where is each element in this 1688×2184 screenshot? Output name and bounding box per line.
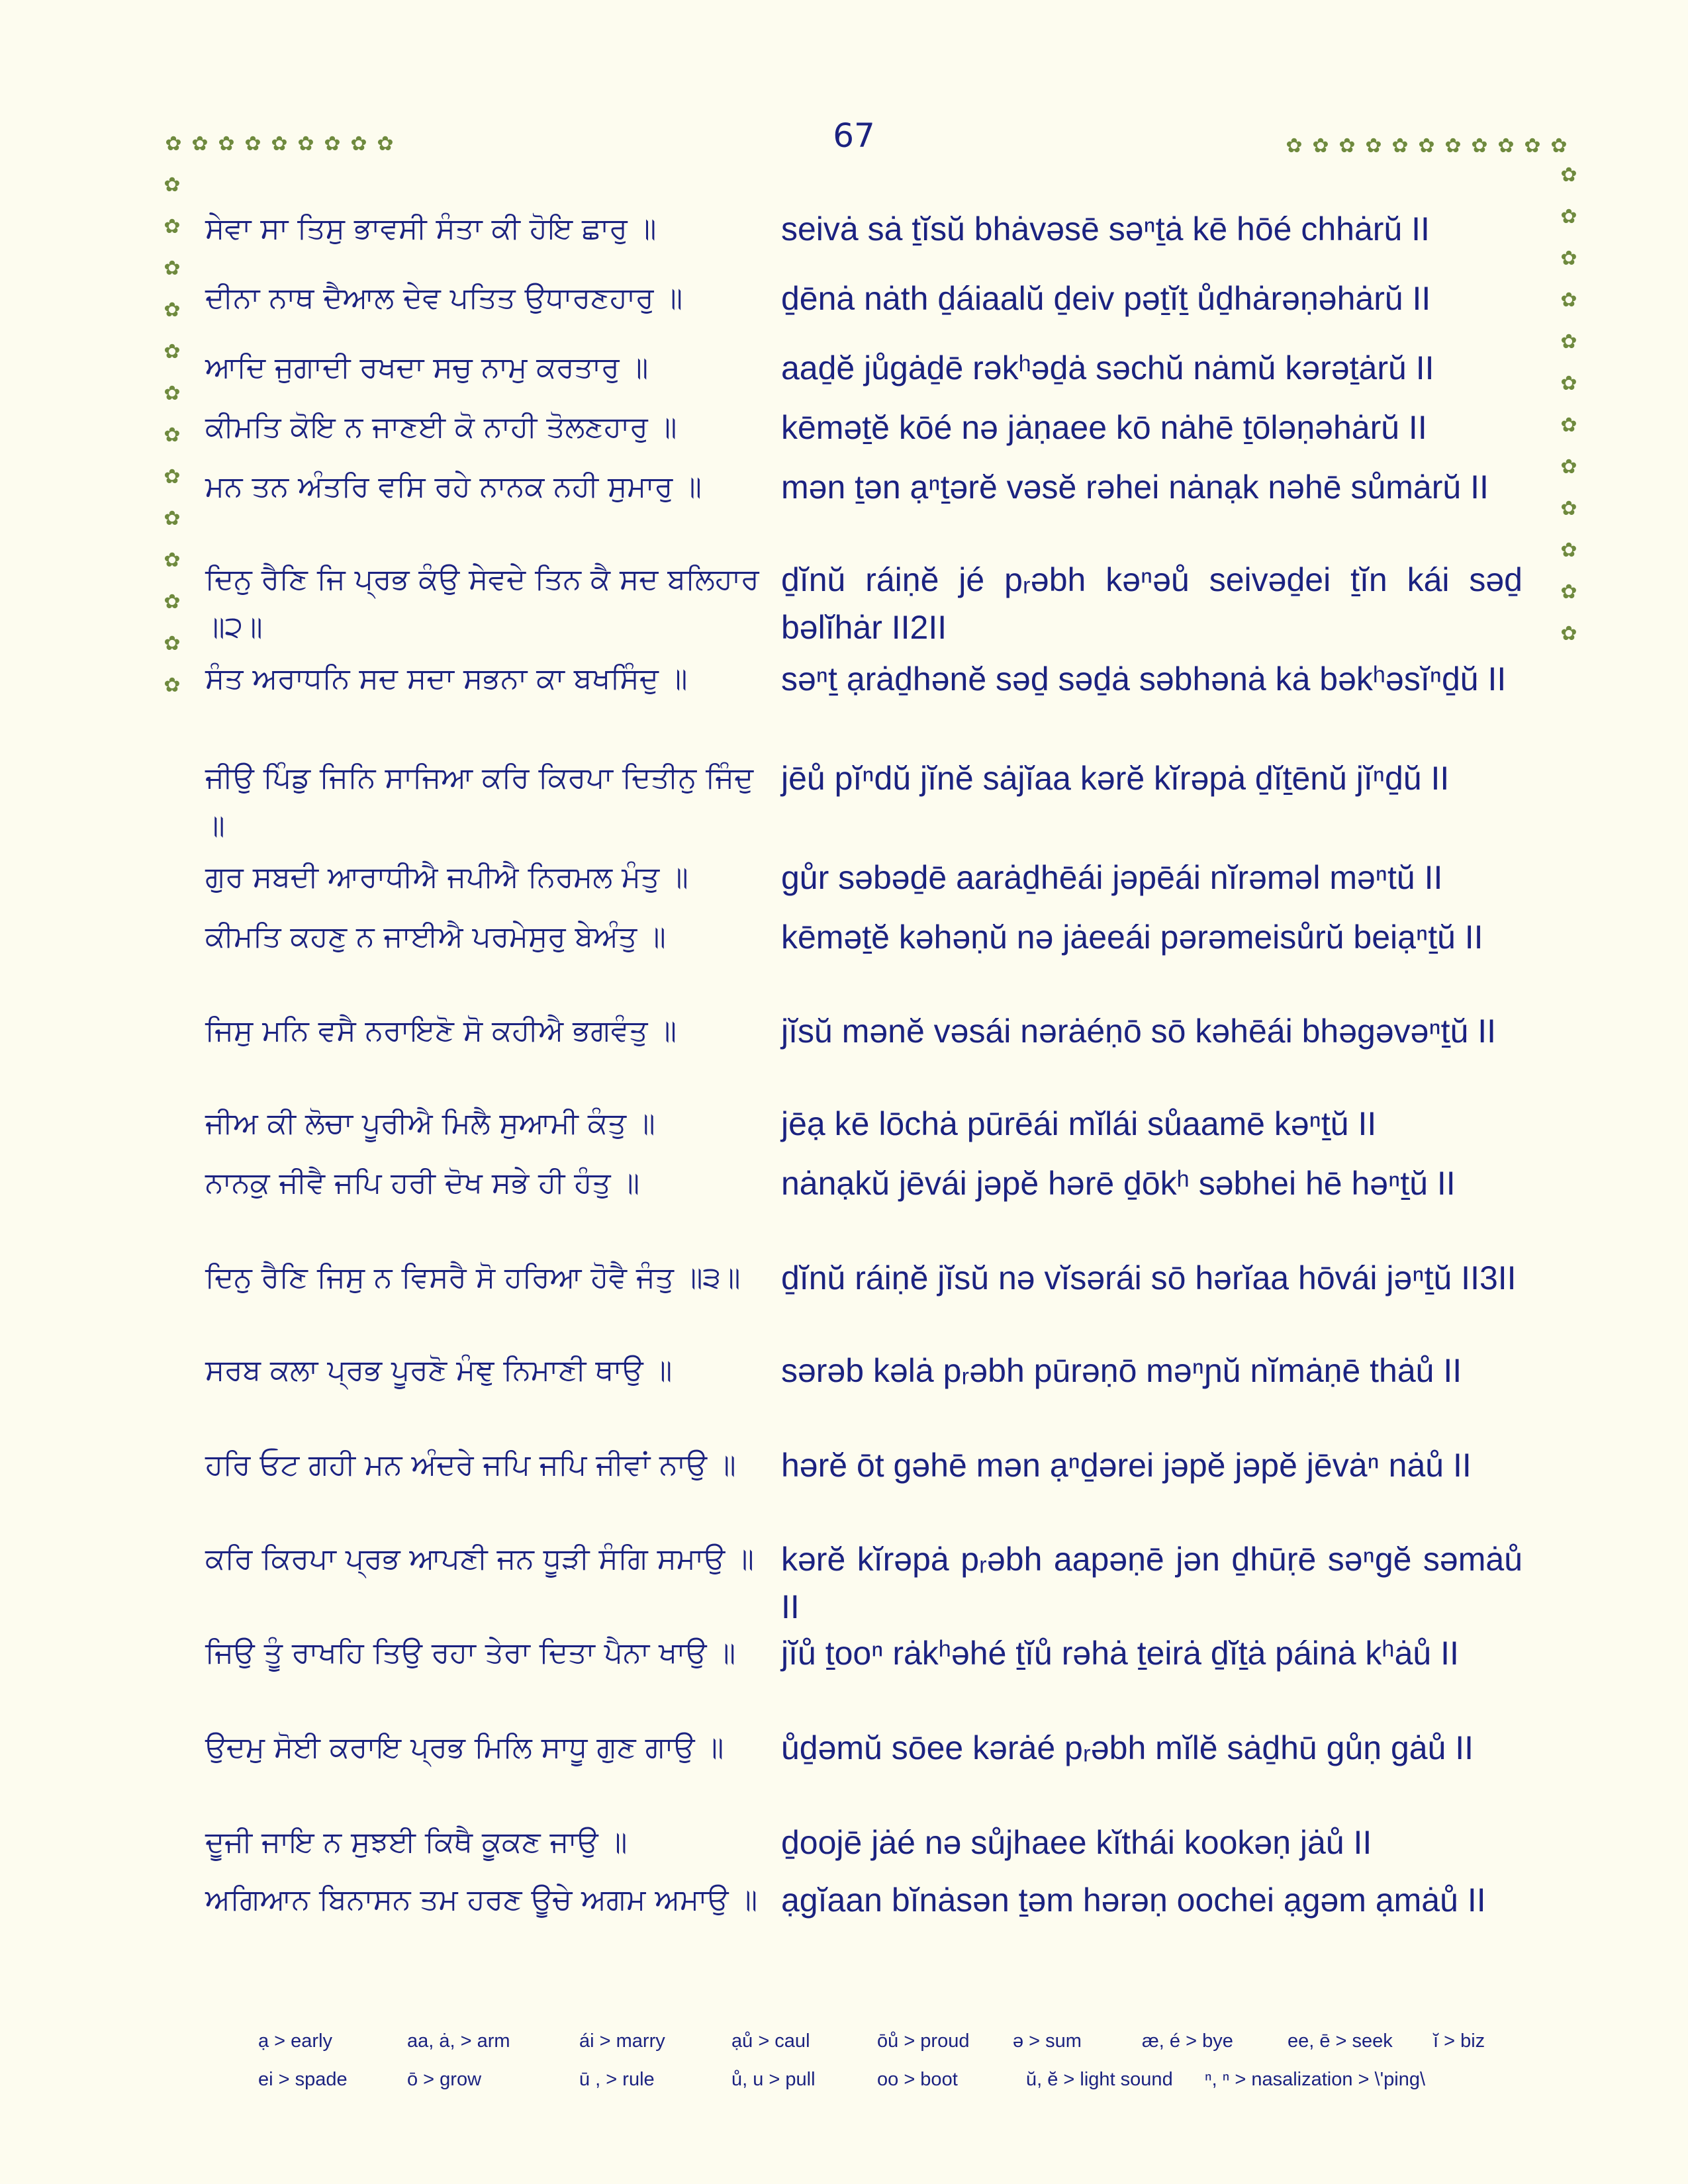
flower-ornament-icon: ✿: [1560, 330, 1577, 353]
flower-ornament-icon: ✿: [164, 549, 181, 572]
gurmukhi-line: ਜੀਉ ਪਿੰਡੁ ਜਿਨਿ ਸਾਜਿਆ ਕਰਿ ਕਿਰਪਾ ਦਿਤੀਨੁ ਜਿੰਦੁ ॥: [205, 761, 754, 842]
flower-ornament-icon: ✿: [164, 173, 181, 197]
legend-item: æ, é > bye: [1142, 2030, 1233, 2052]
transliteration-line: jĭů ṯooⁿ rȧkʰəhé ṯĭů rəhȧ ṯeirȧ ḏĭṯȧ páinȧ kʰȧů II: [781, 1635, 1459, 1672]
legend-row: [258, 2069, 1516, 2107]
legend-item: ạů > caul: [731, 2030, 810, 2052]
transliteration-line: ḏĭnŭ ráiṇĕ jé pᵣəbh kəⁿəů seivəḏei ṯĭn kái səḏ bəlĭhȧr II2II: [781, 561, 1523, 646]
gurmukhi-line: ਮਨ ਤਨ ਅੰਤਰਿ ਵਸਿ ਰਹੇ ਨਾਨਕ ਨਹੀ ਸੁਮਾਰੁ ॥: [205, 470, 702, 504]
flower-ornament-icon: ✿: [1560, 622, 1577, 645]
gurmukhi-line: ਦਿਨੁ ਰੈਣਿ ਜਿਸੁ ਨ ਵਿਸਰੈ ਸੋ ਹਰਿਆ ਹੋਵੈ ਜੰਤੁ ॥੩॥: [205, 1261, 741, 1295]
flower-ornament-icon: ✿: [297, 132, 314, 156]
transliteration-line: nȧnạkŭ jēvái jəpĕ hərē ḏōkʰ səbhei hē həⁿṯŭ II: [781, 1165, 1456, 1202]
flower-ornament-icon: ✿: [1560, 247, 1577, 270]
legend-item: ů, u > pull: [731, 2069, 816, 2090]
flower-ornament-icon: ✿: [1471, 134, 1488, 158]
transliteration-line: seivȧ sȧ ṯĭsŭ bhȧvəsē səⁿṯȧ kē hōé chhȧrŭ II: [781, 210, 1430, 248]
flower-ornament-icon: ✿: [164, 424, 181, 447]
flower-ornament-icon: ✿: [1312, 134, 1329, 158]
flower-ornament-icon: ✿: [164, 590, 181, 614]
flower-ornament-icon: ✿: [1418, 134, 1435, 158]
flower-ornament-icon: ✿: [1560, 539, 1577, 562]
gurmukhi-line: ਗੁਰ ਸਬਦੀ ਆਰਾਧੀਐ ਜਪੀਐ ਨਿਰਮਲ ਮੰਤੁ ॥: [205, 860, 688, 894]
gurmukhi-line: ਅਗਿਆਨ ਬਿਨਾਸਨ ਤਮ ਹਰਣ ਊਚੇ ਅਗਮ ਅਮਾਉ ॥: [205, 1883, 758, 1917]
legend-item: aa, ȧ, > arm: [407, 2030, 510, 2052]
legend-item: ⁿ, ⁿ > nasalization > \'ping\: [1205, 2069, 1426, 2090]
gurmukhi-line: ਜਿਸੁ ਮਨਿ ਵਸੈ ਨਰਾਇਣੋ ਸੋ ਕਹੀਐ ਭਗਵੰਤੁ ॥: [205, 1014, 677, 1048]
flower-ornament-icon: ✿: [1560, 163, 1577, 187]
pronunciation-legend: [258, 2030, 1516, 2107]
transliteration-line: ạgĭaan bĭnȧsən ṯəm hərəṇ oochei ạgəm ạmȧů II: [781, 1882, 1486, 1919]
gurmukhi-line: ਦੀਨਾ ਨਾਥ ਦੈਆਲ ਦੇਵ ਪਤਿਤ ਉਧਾਰਣਹਾਰੁ ॥: [205, 281, 683, 315]
transliteration-line: kərĕ kĭrəpȧ pᵣəbh aapəṇē jən ḏhūṛē səⁿgĕ səmȧů II: [781, 1541, 1523, 1625]
flower-ornament-icon: ✿: [1365, 134, 1382, 158]
transliteration-line: jēů pĭⁿdŭ jĭnĕ sȧjĭaa kərĕ kĭrəpȧ ḏĭṯēnŭ jĭⁿḏŭ II: [781, 760, 1450, 797]
flower-ornament-icon: ✿: [1560, 205, 1577, 228]
gurmukhi-line: ਸੇਵਾ ਸਾ ਤਿਸੁ ਭਾਵਸੀ ਸੰਤਾ ਕੀ ਹੋਇ ਛਾਰੁ ॥: [205, 212, 657, 246]
flower-ornament-icon: ✿: [1560, 289, 1577, 312]
transliteration-line: gůr səbəḏē aarȧḏhēái jəpēái nĭrəməl məⁿtŭ II: [781, 859, 1443, 896]
gurmukhi-line: ਕੀਮਤਿ ਕੋਇ ਨ ਜਾਣਈ ਕੋ ਨਾਹੀ ਤੋਲਣਹਾਰੁ ॥: [205, 410, 677, 444]
flower-ornament-icon: ✿: [1560, 414, 1577, 437]
flower-ornament-icon: ✿: [1286, 134, 1303, 158]
flower-ornament-icon: ✿: [1550, 134, 1568, 158]
legend-item: ei > spade: [258, 2069, 348, 2090]
legend-item: oo > boot: [877, 2069, 958, 2090]
flower-ornament-icon: ✿: [164, 382, 181, 405]
flower-ornament-icon: ✿: [244, 132, 261, 156]
legend-item: ū , > rule: [579, 2069, 655, 2090]
gurmukhi-line: ਜਿਉ ਤੂੰ ਰਾਖਹਿ ਤਿਉ ਰਹਾ ਤੇਰਾ ਦਿਤਾ ਪੈਨਾ ਖਾਉ ॥: [205, 1636, 736, 1670]
gurmukhi-line: ਦੂਜੀ ਜਾਇ ਨ ਸੁਝਈ ਕਿਥੈ ਕੂਕਣ ਜਾਉ ॥: [205, 1825, 628, 1859]
transliteration-line: jēạ kē lōchȧ pūrēái mĭlái sůaamē kəⁿṯŭ II: [781, 1105, 1377, 1142]
flower-ornament-icon: ✿: [164, 298, 181, 322]
transliteration-line: sərəb kəlȧ pᵣəbh pūrəṇō məⁿɲŭ nĭmȧṇē thȧů II: [781, 1352, 1462, 1389]
flower-ornament-icon: ✿: [164, 674, 181, 697]
legend-item: ə > sum: [1013, 2030, 1082, 2052]
gurmukhi-line: ਹਰਿ ਓਟ ਗਹੀ ਮਨ ਅੰਦਰੇ ਜਪਿ ਜਪਿ ਜੀਵਾਂ ਨਾਉ ॥: [205, 1448, 736, 1482]
legend-item: ōů > proud: [877, 2030, 970, 2052]
legend-item: ái > marry: [579, 2030, 665, 2052]
transliteration-line: ḏēnȧ nȧth ḏáiaalŭ ḏeiv pəṯĭṯ ůḏhȧrəṇəhȧrŭ II: [781, 280, 1431, 317]
flower-ornament-icon: ✿: [164, 465, 181, 488]
flower-ornament-icon: ✿: [377, 132, 394, 156]
flower-ornament-icon: ✿: [1560, 497, 1577, 520]
page-number: 67: [833, 116, 875, 155]
transliteration-line: hərĕ ōt gəhē mən ạⁿḏərei jəpĕ jəpĕ jēvȧⁿ nȧů II: [781, 1447, 1472, 1484]
flower-ornament-icon: ✿: [271, 132, 288, 156]
flower-ornament-icon: ✿: [164, 340, 181, 363]
legend-item: ạ > early: [258, 2030, 333, 2052]
flower-ornament-icon: ✿: [1560, 372, 1577, 395]
transliteration-line: kēməṯĕ kōé nə jȧṇaee kō nȧhē ṯōləṇəhȧrŭ II: [781, 409, 1427, 446]
gurmukhi-line: ਜੀਅ ਕੀ ਲੋਚਾ ਪੂਰੀਐ ਮਿਲੈ ਸੁਆਮੀ ਕੰਤੁ ॥: [205, 1107, 655, 1140]
flower-ornament-icon: ✿: [1524, 134, 1541, 158]
flower-ornament-icon: ✿: [350, 132, 367, 156]
flower-ornament-icon: ✿: [218, 132, 235, 156]
transliteration-line: jĭsŭ mənĕ vəsái nərȧéṇō sō kəhēái bhəgəvəⁿṯŭ II: [781, 1013, 1497, 1050]
transliteration-line: səⁿṯ ạrȧḏhənĕ səḏ səḏȧ səbhənȧ kȧ bəkʰəsĭⁿḏŭ II: [781, 660, 1507, 698]
flower-ornament-icon: ✿: [1560, 580, 1577, 604]
flower-ornament-icon: ✿: [1497, 134, 1515, 158]
gurmukhi-line: ਨਾਨਕੁ ਜੀਵੈ ਜਪਿ ਹਰੀ ਦੋਖ ਸਭੇ ਹੀ ਹੰਤੁ ॥: [205, 1166, 640, 1200]
gurmukhi-line: ਦਿਨੁ ਰੈਣਿ ਜਿ ਪ੍ਰਭ ਕੰਉ ਸੇਵਦੇ ਤਿਨ ਕੈ ਸਦ ਬਲਿਹਾਰ ॥੨॥: [205, 563, 759, 644]
gurmukhi-line: ਸੰਤ ਅਰਾਧਨਿ ਸਦ ਸਦਾ ਸਭਨਾ ਕਾ ਬਖਸਿੰਦੁ ॥: [205, 662, 688, 696]
flower-ornament-icon: ✿: [164, 257, 181, 280]
transliteration-line: ḏĭnŭ ráiṇĕ jĭsŭ nə vĭsərái sō hərĭaa hōvái jəⁿṯŭ II3II: [781, 1259, 1517, 1297]
transliteration-line: ḏoojē jȧé nə sůjhaee kĭthái kookəṇ jȧů II: [781, 1824, 1372, 1861]
legend-item: ō > grow: [407, 2069, 482, 2090]
flower-ornament-icon: ✿: [164, 507, 181, 530]
flower-ornament-icon: ✿: [1560, 455, 1577, 478]
legend-item: ee, ē > seek: [1288, 2030, 1393, 2052]
gurmukhi-line: ਕੀਮਤਿ ਕਹਣੁ ਨ ਜਾਈਐ ਪਰਮੇਸੁਰੁ ਬੇਅੰਤੁ ॥: [205, 920, 666, 954]
transliteration-line: ůḏəmŭ sōee kərȧé pᵣəbh mĭlĕ sȧḏhū gůṇ gȧů II: [781, 1729, 1474, 1766]
gurmukhi-line: ਆਦਿ ਜੁਗਾਦੀ ਰਖਦਾ ਸਚੁ ਨਾਮੁ ਕਰਤਾਰੁ ॥: [205, 351, 649, 385]
flower-ornament-icon: ✿: [1338, 134, 1356, 158]
flower-ornament-icon: ✿: [324, 132, 341, 156]
transliteration-line: mən ṯən ạⁿṯərĕ vəsĕ rəhei nȧnạk nəhē sůmȧrŭ II: [781, 469, 1489, 506]
legend-item: ŭ, ĕ > light sound: [1026, 2069, 1173, 2090]
flower-ornament-icon: ✿: [1391, 134, 1409, 158]
legend-item: ĭ > biz: [1433, 2030, 1485, 2052]
flower-ornament-icon: ✿: [165, 132, 182, 156]
flower-ornament-icon: ✿: [164, 215, 181, 238]
gurmukhi-line: ਸਰਬ ਕਲਾ ਪ੍ਰਭ ਪੂਰਣੋ ਮੰਞੁ ਨਿਮਾਣੀ ਥਾਉ ॥: [205, 1353, 673, 1387]
flower-ornament-icon: ✿: [191, 132, 209, 156]
flower-ornament-icon: ✿: [1444, 134, 1462, 158]
transliteration-line: kēməṯĕ kəhəṇŭ nə jȧeeái pərəmeisůrŭ beiạⁿṯŭ II: [781, 919, 1483, 956]
legend-row: [258, 2030, 1516, 2069]
gurmukhi-line: ਉਦਮੁ ਸੋਈ ਕਰਾਇ ਪ੍ਰਭ ਮਿਲਿ ਸਾਧੂ ਗੁਣ ਗਾਉ ॥: [205, 1731, 724, 1764]
transliteration-line: aaḏĕ jůgȧḏē rəkʰəḏȧ səchŭ nȧmŭ kərəṯȧrŭ II: [781, 349, 1434, 387]
gurmukhi-line: ਕਰਿ ਕਿਰਪਾ ਪ੍ਰਭ ਆਪਣੀ ਜਨ ਧੂੜੀ ਸੰਗਿ ਸਮਾਉ ॥: [205, 1542, 754, 1576]
flower-ornament-icon: ✿: [164, 632, 181, 655]
